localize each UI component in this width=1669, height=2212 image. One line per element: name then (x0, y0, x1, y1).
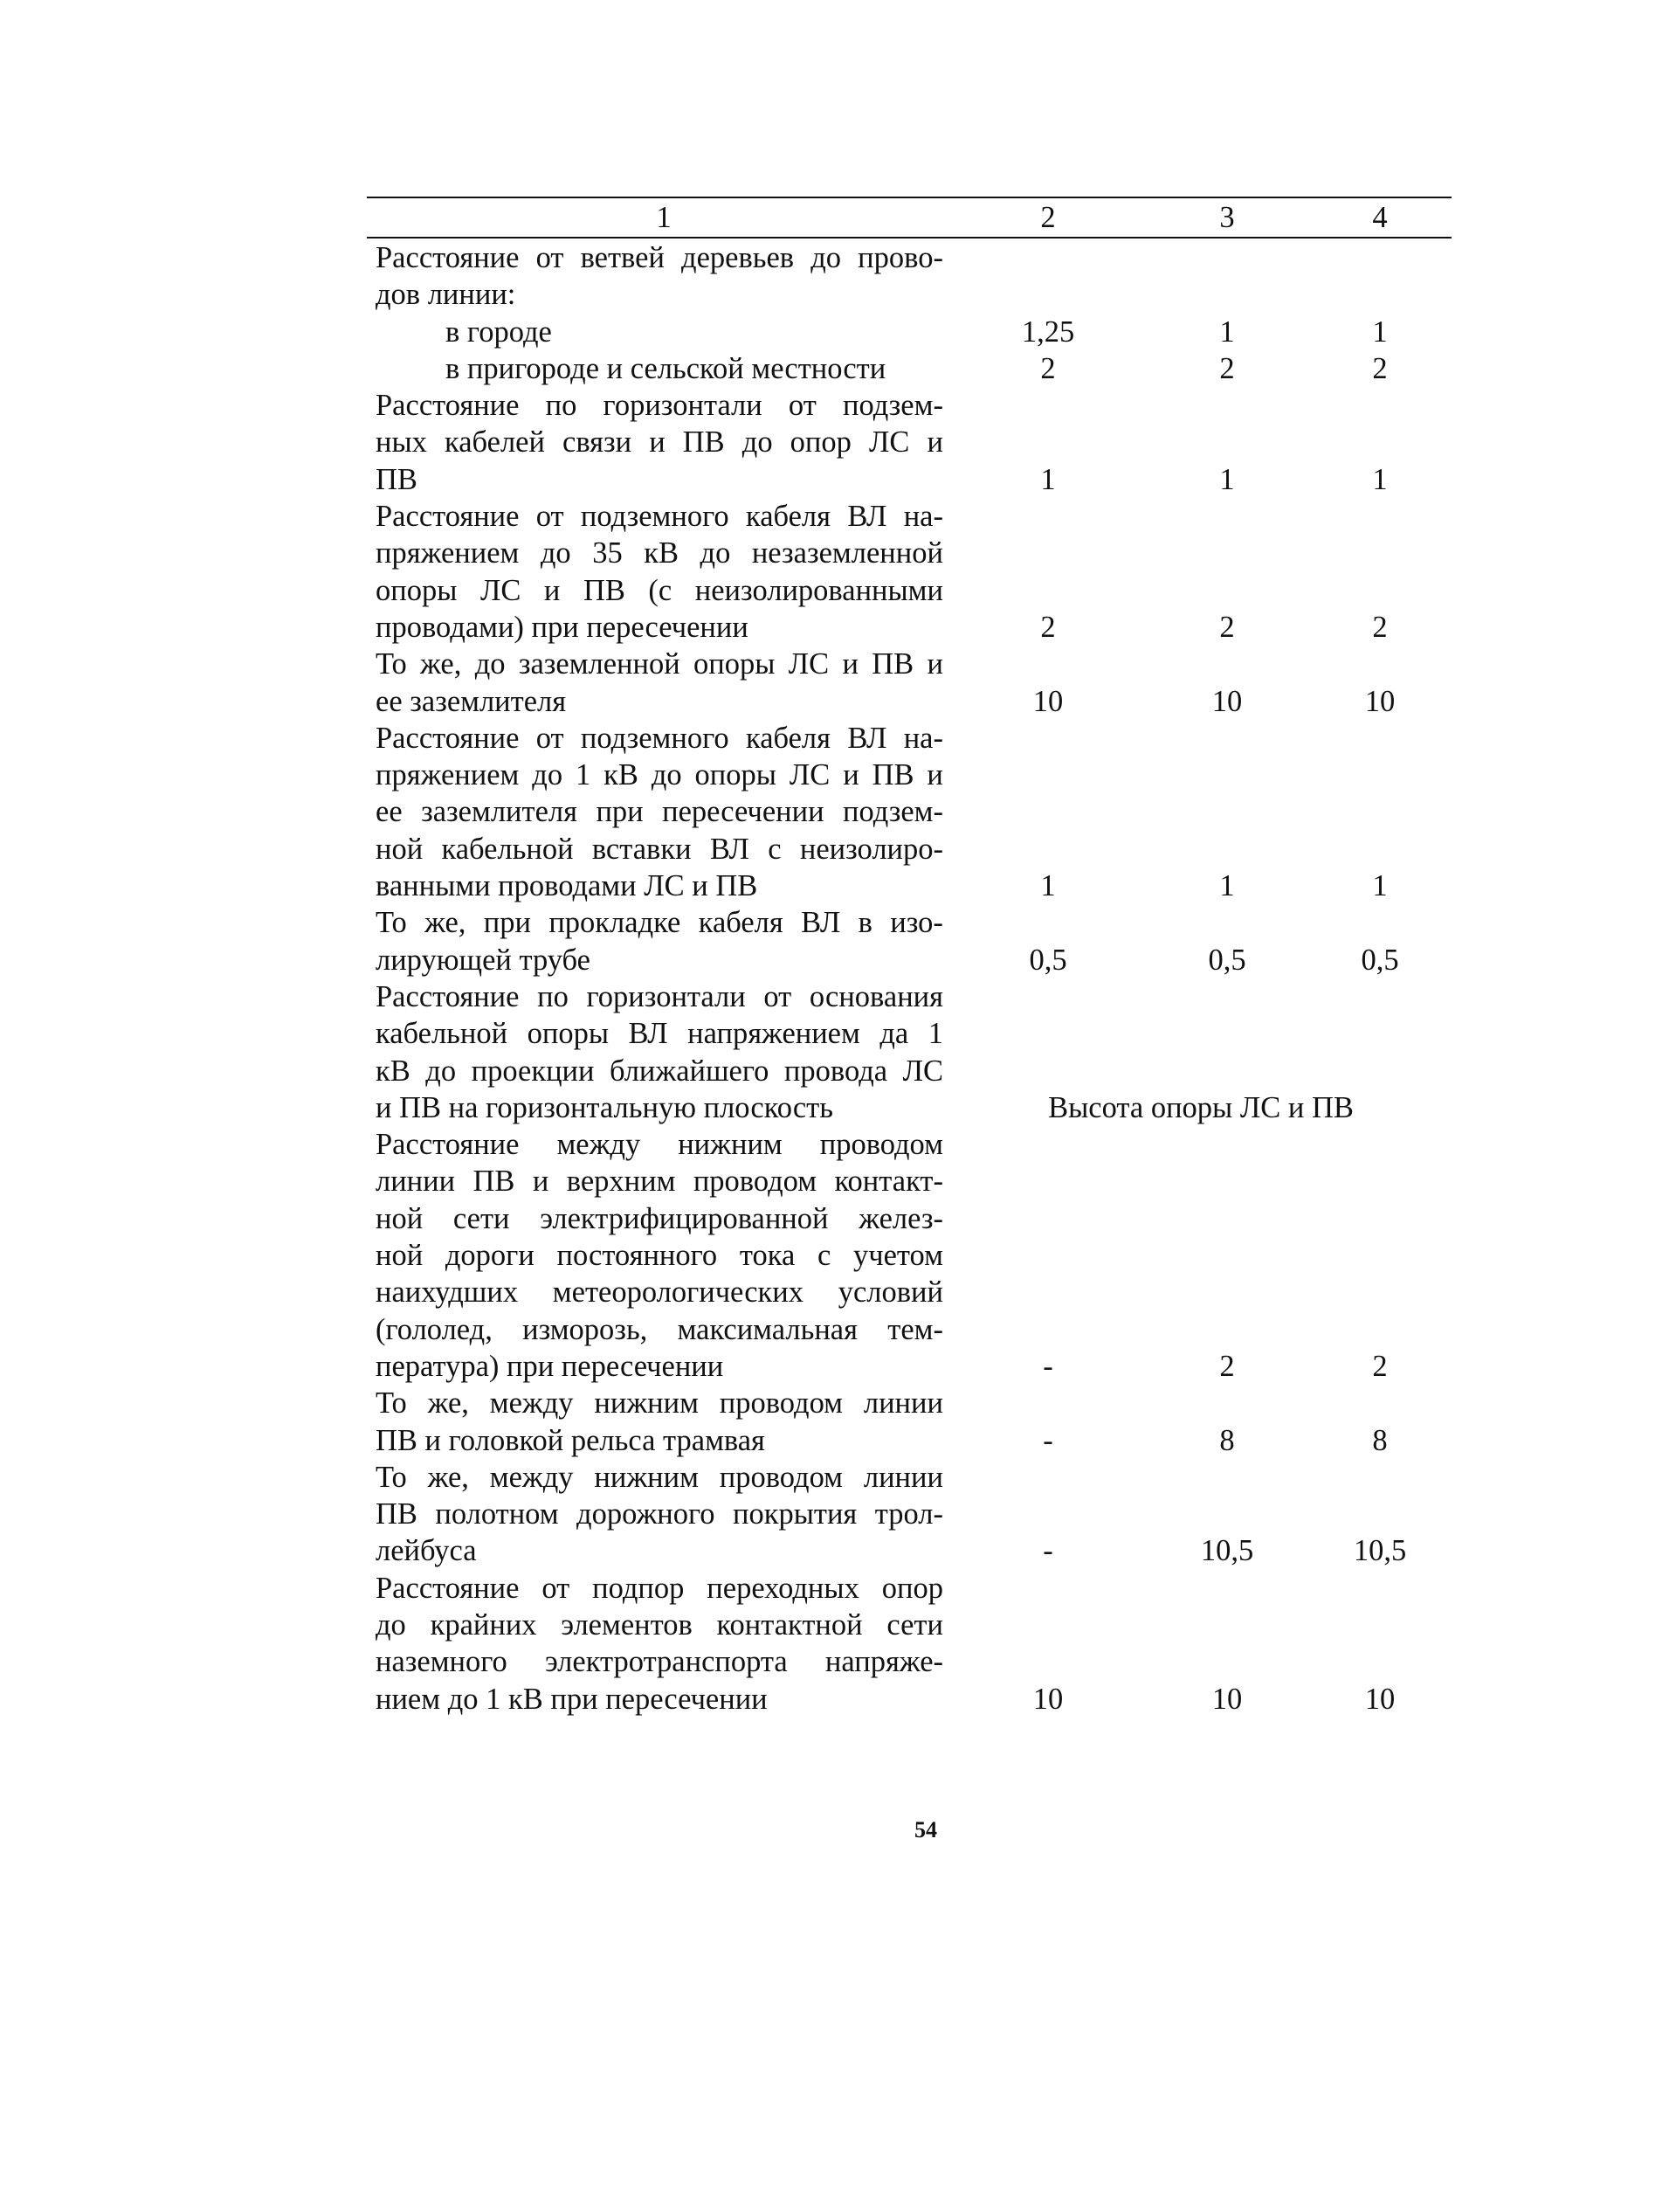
table-top-rule (367, 197, 1452, 198)
table-row (367, 904, 1452, 978)
value-col-2: 10 (1032, 684, 1064, 718)
column-header-2: 2 (1040, 201, 1056, 234)
row-description (367, 1459, 943, 1570)
description-line: Расстояние по горизонтали от основания (376, 979, 943, 1013)
value-col-2: 0,5 (1029, 943, 1067, 977)
table-row (367, 1570, 1452, 1718)
table-row (367, 1126, 1452, 1385)
description-line: кабельной опоры ВЛ напряжением да 1 (376, 1017, 943, 1051)
row-description (367, 904, 943, 978)
description-line: То же, между нижним проводом линии (376, 1460, 943, 1494)
value-col-4: 0,5 (1361, 943, 1399, 977)
description-line: ных кабелей связи и ПВ до опор ЛС и (376, 425, 943, 460)
table-row (367, 1385, 1452, 1459)
column-header-3: 3 (1219, 201, 1235, 234)
value-col-4: 1 (1372, 315, 1388, 349)
table-row (367, 646, 1452, 720)
description-line: ной кабельной вставки ВЛ с неизолиро- (376, 832, 943, 866)
description-line: в пригороде и сельской местности (445, 351, 886, 385)
description-line: дов линии: (376, 278, 516, 312)
row-description (367, 239, 943, 314)
spanning-value: Высота опоры ЛС и ПВ (1048, 1090, 1354, 1124)
description-line: наземного электротранспорта напряже- (376, 1645, 943, 1679)
value-col-3: 2 (1219, 610, 1235, 644)
value-col-2: - (1043, 1534, 1053, 1568)
value-col-2: 1,25 (1021, 315, 1075, 349)
value-col-4: 1 (1372, 462, 1388, 496)
value-col-4: 10 (1364, 1682, 1396, 1716)
description-line: лейбуса (376, 1534, 477, 1568)
description-line: ной сети электрифицированной желез- (376, 1201, 943, 1235)
value-col-3: 1 (1219, 869, 1235, 903)
description-line: линии ПВ и верхним проводом контакт- (376, 1165, 943, 1199)
table-row (367, 1459, 1452, 1570)
description-line: лирующей трубе (376, 943, 590, 977)
value-col-4: 10,5 (1353, 1534, 1407, 1568)
table-row (367, 978, 1452, 1126)
description-line: Расстояние от подземного кабеля ВЛ на- (376, 721, 943, 755)
table-row (367, 239, 1452, 314)
table-row (367, 314, 1452, 350)
table-row (367, 387, 1452, 498)
page-number: 54 (914, 1817, 937, 1842)
table-row (367, 498, 1452, 646)
row-description (367, 646, 943, 720)
value-col-2: 2 (1040, 610, 1056, 644)
column-header-4: 4 (1372, 201, 1388, 234)
value-col-4: 8 (1372, 1423, 1388, 1457)
description-line: пряжением до 35 кВ до незаземленной (376, 536, 943, 570)
description-line: Расстояние от подземного кабеля ВЛ на- (376, 500, 943, 534)
row-description (367, 1385, 943, 1459)
description-line: ПВ и головкой рельса трамвая (376, 1423, 765, 1457)
value-col-3: 2 (1219, 351, 1235, 385)
row-description (367, 387, 943, 498)
value-col-2: 2 (1040, 351, 1056, 385)
table-row (367, 350, 1452, 387)
row-description (367, 314, 943, 350)
description-line: То же, между нижним проводом линии (376, 1386, 943, 1421)
row-description (367, 1570, 943, 1718)
description-line: кВ до проекции ближайшего провода ЛС (376, 1054, 943, 1088)
description-line: Расстояние между нижним проводом (376, 1128, 943, 1162)
row-description (367, 350, 943, 387)
description-line: ПВ (376, 462, 417, 496)
value-col-2: - (1043, 1349, 1053, 1383)
value-col-3: 10 (1211, 684, 1243, 718)
description-line: проводами) при пересечении (376, 610, 748, 644)
description-line: ПВ полотном дорожного покрытия трол- (376, 1497, 943, 1531)
description-line: (гололед, изморозь, максимальная тем- (376, 1312, 943, 1346)
table-body (367, 239, 1452, 1718)
table-row (367, 720, 1452, 904)
row-description (367, 720, 943, 904)
value-col-3: 1 (1219, 462, 1235, 496)
value-col-4: 10 (1364, 684, 1396, 718)
value-col-3: 2 (1219, 1349, 1235, 1383)
description-line: нием до 1 кВ при пересечении (376, 1682, 768, 1716)
description-line: То же, при прокладке кабеля ВЛ в изо- (376, 906, 943, 940)
value-col-4: 2 (1372, 1349, 1388, 1383)
description-line: ее заземлителя (376, 684, 567, 718)
value-col-4: 1 (1372, 869, 1388, 903)
description-line: опоры ЛС и ПВ (с неизолированными (376, 573, 943, 607)
value-col-4: 2 (1372, 351, 1388, 385)
value-col-4: 2 (1372, 610, 1388, 644)
row-description (367, 978, 943, 1126)
description-line: и ПВ на горизонтальную плоскость (376, 1090, 833, 1124)
value-col-2: - (1043, 1423, 1053, 1457)
value-col-2: 1 (1040, 462, 1056, 496)
description-line: Расстояние от подпор переходных опор (376, 1571, 943, 1605)
description-line: ванными проводами ЛС и ПВ (376, 869, 758, 903)
description-line: Расстояние от ветвей деревьев до прово- (376, 241, 943, 274)
description-line: пература) при пересечении (376, 1349, 724, 1383)
table-header-rule (367, 237, 1452, 238)
description-line: ее заземлителя при пересечении подзем- (376, 795, 943, 829)
value-col-3: 10,5 (1200, 1534, 1254, 1568)
value-col-2: 10 (1032, 1682, 1064, 1716)
description-line: до крайних элементов контактной сети (376, 1607, 943, 1642)
column-header-1: 1 (656, 201, 672, 234)
value-col-3: 8 (1219, 1423, 1235, 1457)
value-col-2: 1 (1040, 869, 1056, 903)
row-description (367, 1126, 943, 1385)
value-col-3: 1 (1219, 315, 1235, 349)
description-line: наихудших метеорологических условий (376, 1275, 943, 1310)
description-line: пряжением до 1 кВ до опоры ЛС и ПВ и (376, 758, 943, 792)
description-line: Расстояние по горизонтали от подзем- (376, 389, 943, 423)
row-description (367, 498, 943, 646)
description-line: в городе (445, 315, 552, 349)
description-line: ной дороги постоянного тока с учетом (376, 1239, 943, 1273)
value-col-3: 0,5 (1208, 943, 1246, 977)
description-line: То же, до заземленной опоры ЛС и ПВ и (376, 647, 943, 681)
value-col-3: 10 (1211, 1682, 1243, 1716)
